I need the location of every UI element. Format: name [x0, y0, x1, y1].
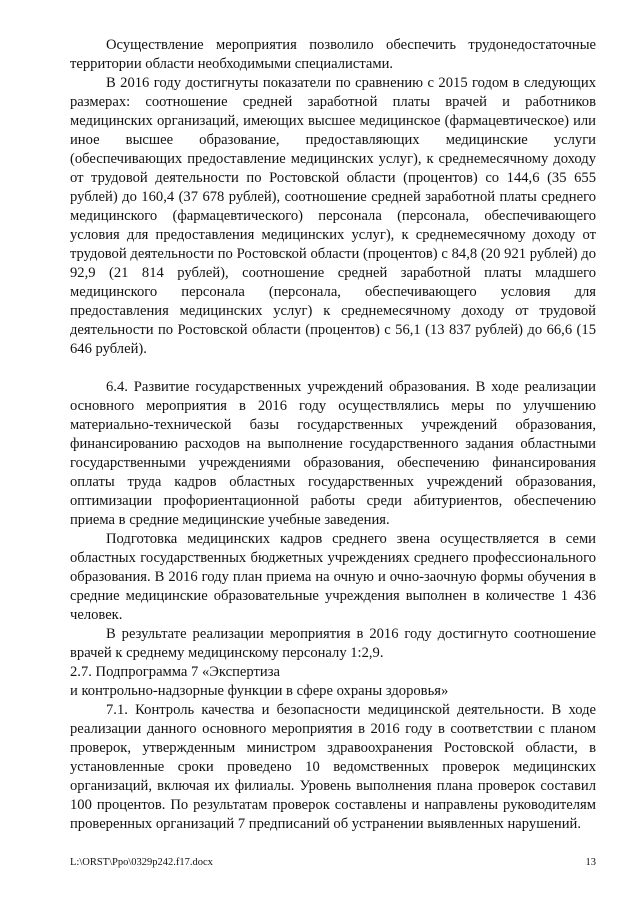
- section-heading: [70, 663, 596, 701]
- section-heading-line-2: и контрольно-надзорные функции в сфере охраны здоровья»: [70, 683, 449, 699]
- section-heading-line-1: 2.7. Подпрограмма 7 «Экспертиза: [70, 664, 280, 680]
- paragraph-education-institutions: 6.4. Развитие государственных учреждений образования. В ходе реализации основного мероприятия в 2016 году осуществлялись меры по улучшению материально-технической базы государственных учреждений образования, финансированию расходов на выполнение государственного задания областными государственными учреждениями образования, обеспечению финансирования оплаты труда кадров областных государственных учреждений образования, оптимизации профориентационной работы среди абитуриентов, обеспечению приема в средние медицинские учебные заведения.: [70, 379, 596, 528]
- paragraph-salary-indicators: В 2016 году достигнуты показатели по сравнению с 2015 годом в следующих размерах: соотношение средней заработной платы врачей и работников медицинских организаций, имеющих высшее медицинское (фармацевтическое) или иное высшее образование, предоставляющих медицинские услуги (обеспечивающих предоставление медицинских услуг), к среднемесячному доходу от трудовой деятельности по Ростовской области (процентов) со 144,6 (35 655 рублей) до 160,4 (37 678 рублей), соотношение средней заработной платы среднего медицинского (фармацевтического) персонала (персонала, обеспечивающего условия для предоставления медицинских услуг), к среднемесячному доходу от трудовой деятельности по Ростовской области (процентов) с 84,8 (20 921 рублей) до 92,9 (21 814 рублей), соотношение средней заработной платы младшего медицинского персонала (персонала, обеспечивающего условия для предоставления медицинских услуг) к среднемесячному доходу от трудовой деятельности по Ростовской области (процентов) с 56,1 (13 837 рублей) до 66,6 (15 646 рублей).: [70, 75, 596, 357]
- paragraph-quality-control: 7.1. Контроль качества и безопасности медицинской деятельности. В ходе реализации данного основного мероприятия в 2016 году в соответствии с планом проверок, утвержденным министром здравоохранения Ростовской области, в установленные сроки проведено 10 ведомственных проверок медицинских организаций, включая их филиалы. Уровень выполнения плана проверок составил 100 процентов. По результатам проверок составлены и направлены руководителям проверенных организаций 7 предписаний об устранении выявленных нарушений.: [70, 702, 596, 832]
- footer-file-path: L:\ORST\Ppo\0329p242.f17.docx: [70, 857, 213, 868]
- paragraph-doctor-ratio: В результате реализации мероприятия в 2016 году достигнуто соотношение врачей к среднему медицинскому персоналу 1:2,9.: [70, 626, 596, 661]
- paragraph-specialists: Осуществление мероприятия позволило обеспечить трудонедостаточные территории области необходимыми специалистами.: [70, 37, 596, 72]
- page-number: 13: [585, 857, 596, 868]
- paragraph-nurse-training: Подготовка медицинских кадров среднего звена осуществляется в семи областных государственных бюджетных учреждениях среднего профессионального образования. В 2016 году план приема на очную и очно-заочную формы обучения в средние медицинские образовательные учреждения выполнен в количестве 1 436 человек.: [70, 531, 596, 623]
- document-body: [70, 36, 596, 834]
- page-footer: [70, 856, 596, 870]
